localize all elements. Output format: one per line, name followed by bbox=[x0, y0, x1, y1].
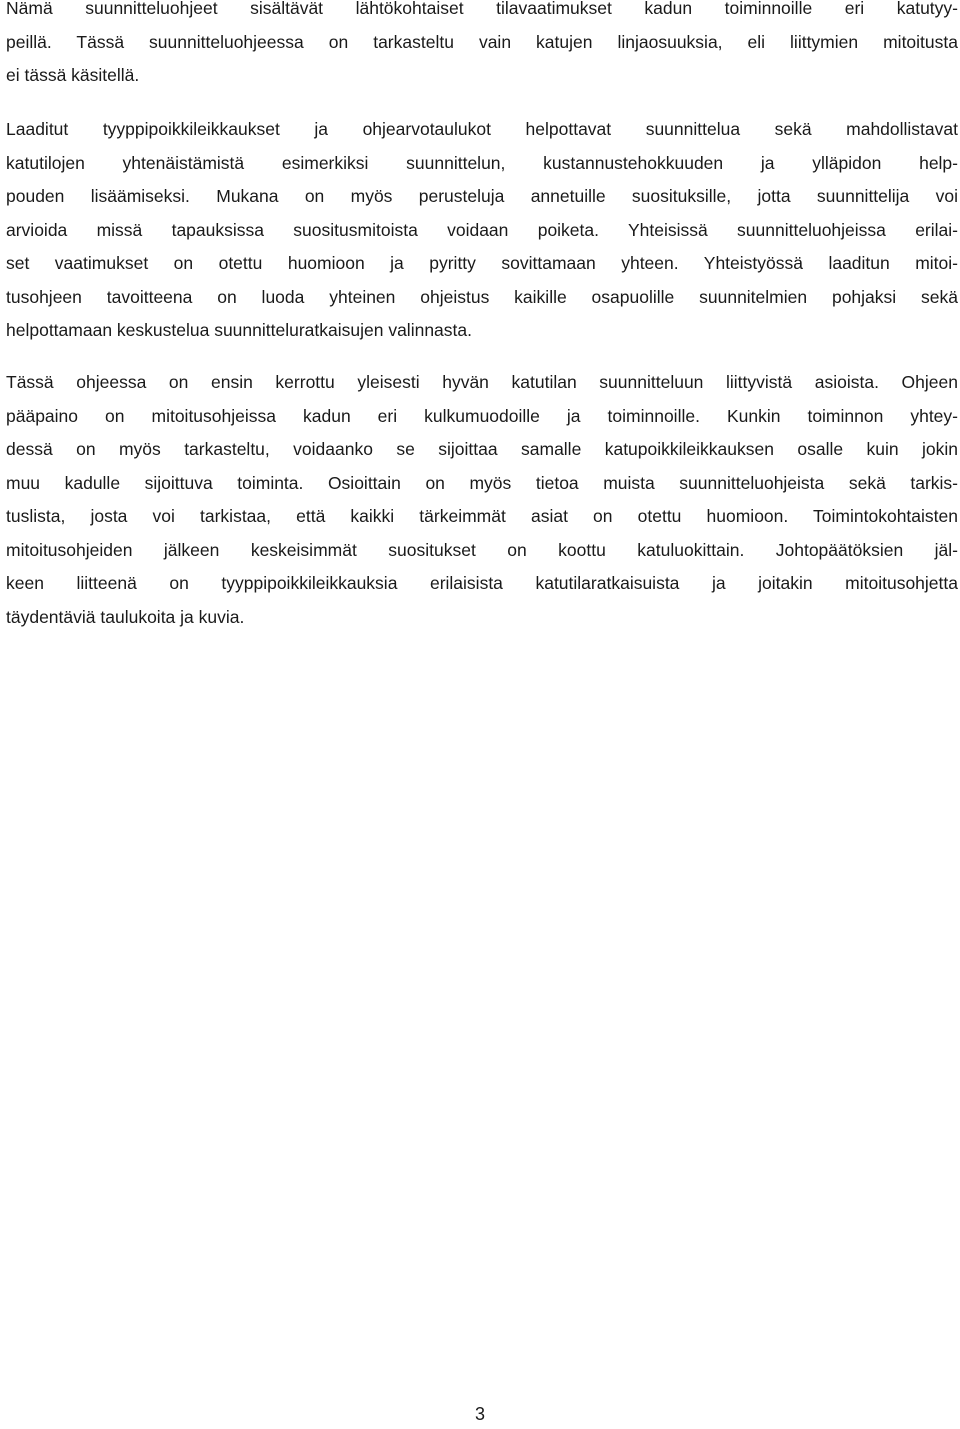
text-line: tuslista, josta voi tarkistaa, että kaikki tärkeimmät asiat on otettu huomioon. Toimintokohtaisten bbox=[6, 506, 958, 526]
text-line: arvioida missä tapauksissa suositusmitoista voidaan poiketa. Yhteisissä suunnitteluohjeissa erilai- bbox=[6, 219, 958, 240]
text-line: Tässä ohjeessa on ensin kerrottu yleisesti hyvän katutilan suunnitteluun liittyvistä asioista. Ohjeen bbox=[6, 372, 958, 392]
text-line: Laaditut tyyppipoikkileikkaukset ja ohjearvotaulukot helpottavat suunnittelua sekä mahdollistavat bbox=[6, 119, 958, 139]
paragraph-cross-sections bbox=[6, 113, 958, 348]
text-line: pouden lisäämiseksi. Mukana on myös perusteluja annetuille suosituksille, jotta suunnittelija voi bbox=[6, 186, 958, 206]
text-line: keen liitteenä on tyyppipoikkileikkauksia erilaisista katutilaratkaisuista ja joitakin mitoitusohjetta bbox=[6, 573, 958, 593]
text-line: set vaatimukset on otettu huomioon ja pyritty sovittamaan yhteen. Yhteistyössä laaditun mitoi- bbox=[6, 253, 958, 273]
text-line: katutilojen yhtenäistämistä esimerkiksi suunnittelun, kustannustehokkuuden ja ylläpidon help- bbox=[6, 152, 958, 173]
text-line: pääpaino on mitoitusohjeissa kadun eri kulkumuodoille ja toiminnoille. Kunkin toiminnon yhtey- bbox=[6, 405, 958, 426]
text-line: dessä on myös tarkasteltu, voidaanko se sijoittaa samalle katupoikkileikkauksen osalle kuin jokin bbox=[6, 439, 958, 459]
text-line: helpottamaan keskustelua suunnitteluratkaisujen valinnasta. bbox=[6, 320, 472, 340]
page-number: 3 bbox=[474, 1404, 485, 1424]
text-line: peillä. Tässä suunnitteluohjeessa on tarkasteltu vain katujen linjaosuuksia, eli liittymien mitoitusta bbox=[6, 31, 958, 52]
text-line: täydentäviä taulukoita ja kuvia. bbox=[6, 606, 245, 627]
paragraph-intro bbox=[6, 0, 958, 93]
text-line: tusohjeen tavoitteena on luoda yhteinen ohjeistus kaikille osapuolille suunnitelmien pohjaksi sekä bbox=[6, 286, 958, 307]
text-line: muu kadulle sijoittuva toiminta. Osioittain on myös tietoa muista suunnitteluohjeista sekä tarkis- bbox=[6, 472, 958, 493]
text-line: Nämä suunnitteluohjeet sisältävät lähtökohtaiset tilavaatimukset kadun toiminnoille eri katutyy- bbox=[6, 0, 958, 18]
paragraph-structure bbox=[6, 366, 958, 634]
text-line: mitoitusohjeiden jälkeen keskeisimmät suositukset on koottu katuluokittain. Johtopäätöksien jäl- bbox=[6, 539, 958, 560]
text-line: ei tässä käsitellä. bbox=[6, 65, 140, 85]
